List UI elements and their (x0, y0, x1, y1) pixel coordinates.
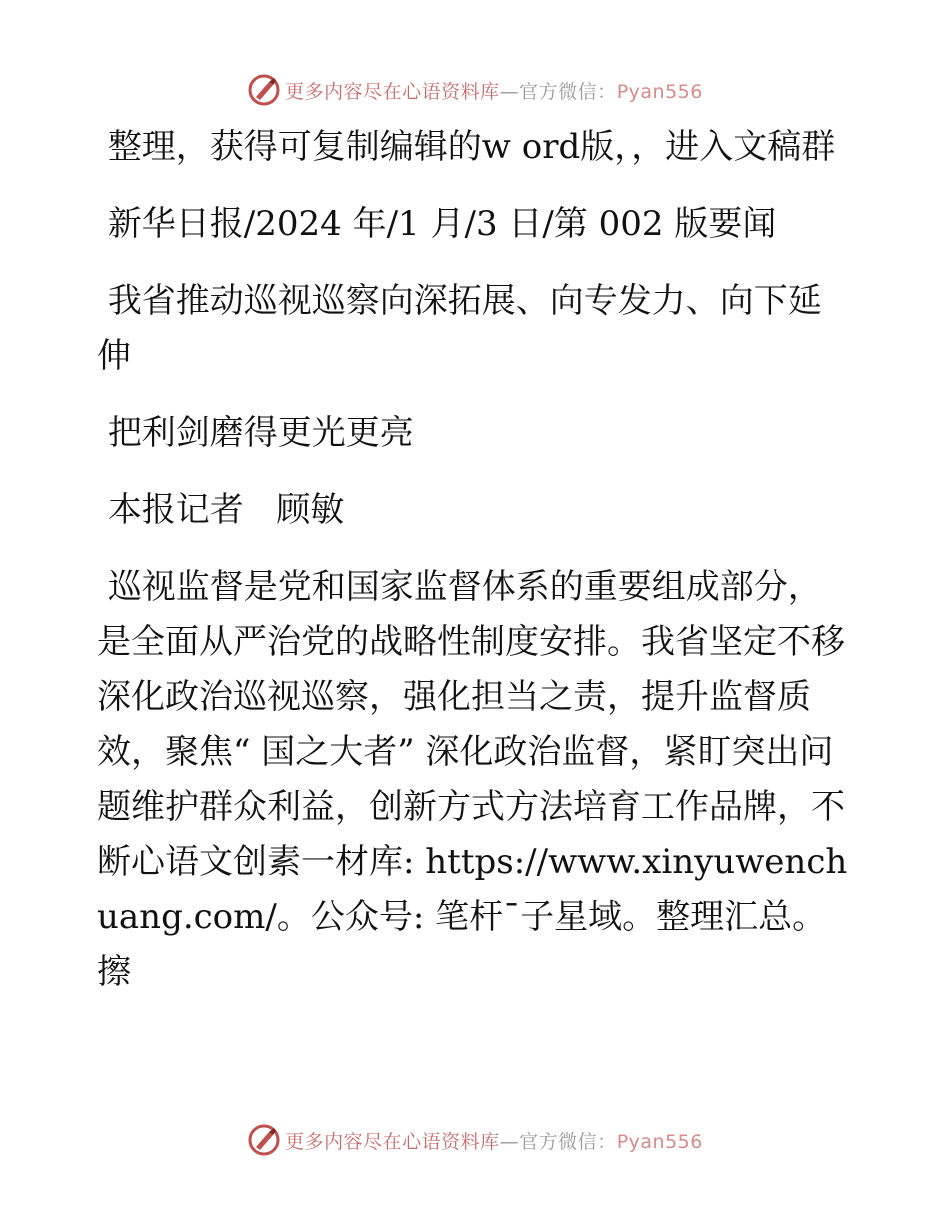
footer-banner (0, 1120, 950, 1160)
banner-site-name: 更多内容尽在心语资料库 (285, 80, 500, 103)
header-banner (0, 70, 950, 110)
banner-text (285, 1127, 703, 1154)
banner-text (285, 77, 703, 104)
paragraph-subheadline: 把利剑磨得更光更亮 (97, 413, 414, 453)
paragraph-headline: 我省推动巡视巡察向深拓展、向专发力、向下延伸 (97, 281, 822, 376)
banner-dash: — (499, 1130, 520, 1153)
brush-logo-icon (247, 73, 281, 107)
paragraph-source: 新华日报/2024 年/1 月/3 日/第 002 版要闻 (97, 204, 777, 244)
banner-wechat-label: 官方微信： (519, 1130, 617, 1153)
banner-wechat-id: Pyan556 (616, 80, 703, 103)
banner-site-name: 更多内容尽在心语资料库 (285, 1130, 500, 1153)
banner-dash: — (499, 80, 520, 103)
paragraph-byline: 本报记者 顾敏 (97, 490, 345, 530)
banner-wechat-label: 官方微信： (519, 80, 617, 103)
paragraph-intro: 整理，获得可复制编辑的w ord版，，进入文稿群 (97, 127, 836, 167)
banner-wechat-id: Pyan556 (616, 1130, 703, 1153)
paragraph-body: 巡视监督是党和国家监督体系的重要组成部分，是全面从严治党的战略性制度安排。我省坚定不移深化政治巡视巡察，强化担当之责，提升监督质效，聚焦“ 国之大者” 深化政治监督，紧盯突出问题维护群众利益，创新方式方法培育工作品牌，不断心语文创素一材库: https://www.xinyuwenchuang.com/。公众号: 笔杆¯子星域。整理汇总。擦 (97, 567, 848, 992)
brush-logo-icon (247, 1123, 281, 1157)
document-body (97, 120, 852, 1000)
